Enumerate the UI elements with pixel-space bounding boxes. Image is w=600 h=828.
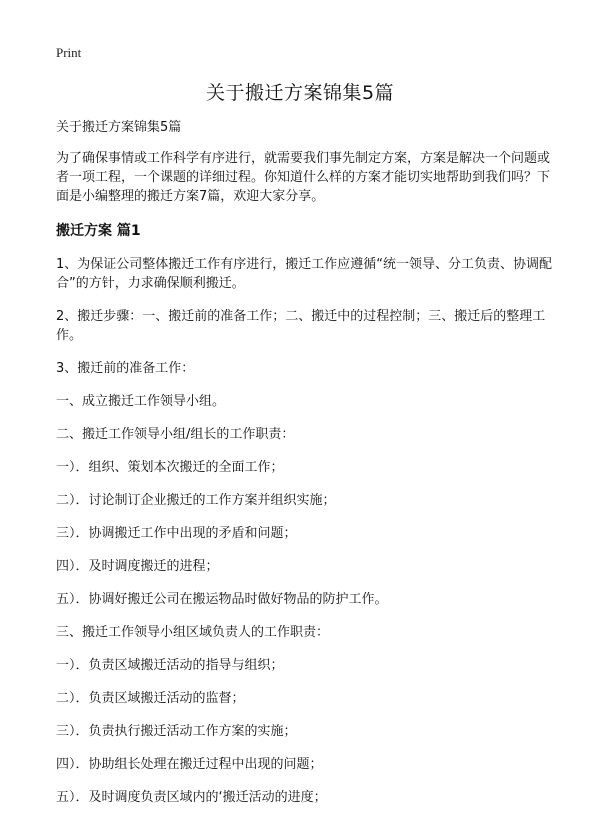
paragraph: 一）．组织、策划本次搬迁的全面工作； — [56, 460, 284, 475]
paragraph: 三）．负责执行搬迁活动工作方案的实施； — [56, 724, 297, 739]
paragraph: 三）．协调搬迁工作中出现的矛盾和问题； — [56, 526, 297, 541]
paragraph: 二）．讨论制订企业搬迁的工作方案并组织实施； — [56, 493, 336, 508]
paragraph: 1、为保证公司整体搬迁工作有序进行，搬迁工作应遵循“统一领导、分工负责、协调配合”的方针，力求确保顺利搬迁。 — [56, 257, 553, 291]
paragraph: 三、搬迁工作领导小组区域负责人的工作职责： — [56, 625, 330, 640]
paragraph: 一、成立搬迁工作领导小组。 — [56, 394, 226, 409]
section-paragraphs — [56, 255, 562, 807]
paragraph: 四）．协助组长处理在搬迁过程中出现的问题； — [56, 757, 323, 772]
paragraph: 3、搬迁前的准备工作： — [56, 361, 195, 376]
document-title: 关于搬迁方案锦集5篇 — [205, 82, 395, 104]
paragraph: 二、搬迁工作领导小组/组长的工作职责： — [56, 427, 295, 442]
document-subtitle: 关于搬迁方案锦集5篇 — [56, 120, 182, 135]
print-link[interactable]: Print — [56, 45, 82, 60]
paragraph: 五）．及时调度负责区域内的‘搬迁活动的进度； — [56, 790, 327, 805]
paragraph: 2、搬迁步骤：一、搬迁前的准备工作；二、搬迁中的过程控制；三、搬迁后的整理工作。 — [56, 309, 546, 343]
paragraph: 二）．负责区域搬迁活动的监督； — [56, 691, 245, 706]
section-heading: 搬迁方案 篇1 — [56, 223, 141, 239]
intro-paragraph: 为了确保事情或工作科学有序进行，就需要我们事先制定方案，方案是解决一个问题或者一项工程，一个课题的详细过程。你知道什么样的方案才能切实地帮助到我们吗？下面是小编整理的搬迁方案7篇，欢迎大家分享。 — [56, 151, 551, 204]
document-body — [56, 118, 562, 821]
paragraph: 五）．协调好搬迁公司在搬运物品时做好物品的防护工作。 — [56, 592, 388, 607]
paragraph: 一）．负责区域搬迁活动的指导与组织； — [56, 658, 284, 673]
paragraph: 四）．及时调度搬迁的进程； — [56, 559, 219, 574]
